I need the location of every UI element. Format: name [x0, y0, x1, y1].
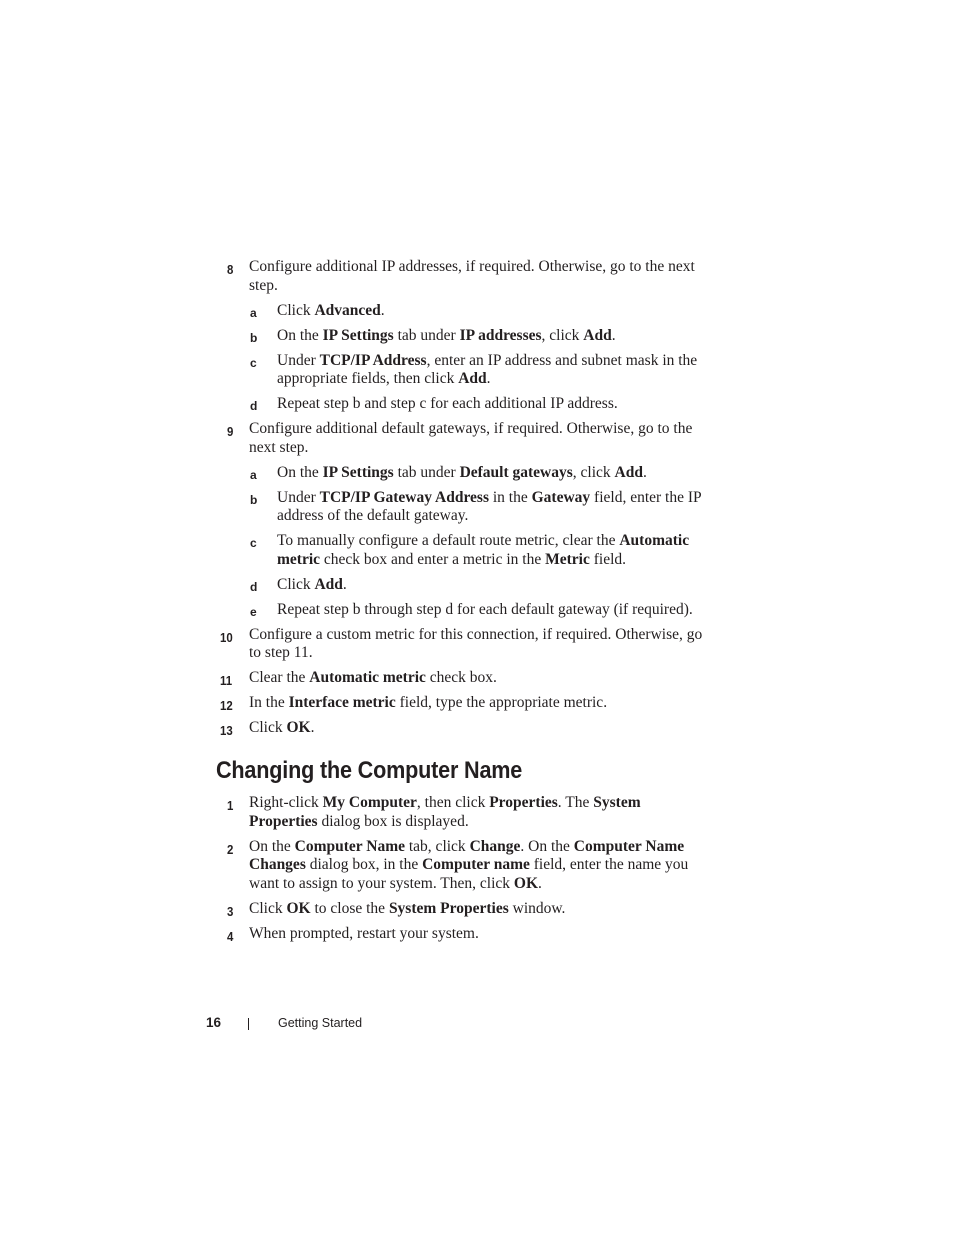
procedure-list-computer-name [0, 794, 954, 943]
ui-term: Computer Name Changes [249, 837, 685, 874]
ui-term: System Properties [388, 899, 509, 917]
substep-letter: c [250, 355, 257, 370]
ui-term: Computer Name [294, 837, 405, 855]
ui-term: Metric [545, 550, 590, 568]
step-item [0, 669, 954, 688]
ui-term: My Computer [322, 794, 417, 811]
step-text: Configure additional default gateways, if required. Otherwise, go to the next step. [249, 420, 693, 456]
substep-letter: e [250, 604, 257, 619]
substep-text: Repeat step b and step c for each additional IP address. [277, 395, 618, 413]
substep-text: Click Add. [277, 575, 347, 593]
ui-term: Properties [489, 794, 558, 811]
step-number: 10 [220, 629, 233, 645]
step-item [0, 719, 954, 738]
step-item [0, 694, 954, 713]
substep-letter: b [250, 330, 258, 345]
ui-term: Default gateways [459, 463, 573, 481]
step-number: 2 [227, 841, 234, 857]
ui-term: Add [614, 463, 643, 481]
footer-section-title: Getting Started [278, 1016, 363, 1030]
ui-term: OK [513, 874, 539, 892]
step-number: 1 [227, 798, 234, 813]
step-item [0, 794, 954, 831]
step-number: 9 [227, 424, 234, 440]
ui-term: IP Settings [322, 326, 394, 344]
substep-item [0, 302, 954, 321]
step-number: 11 [220, 673, 233, 689]
step-item [0, 838, 954, 894]
procedure-list-network [0, 258, 954, 738]
ui-term: TCP/IP Address [319, 351, 427, 369]
step-text: Configure additional IP addresses, if required. Otherwise, go to the next step. [249, 258, 695, 294]
step-number: 8 [227, 262, 234, 277]
substep-text: On the IP Settings tab under Default gateways, click Add. [277, 463, 647, 481]
step-text: Configure a custom metric for this connection, if required. Otherwise, go to step 11. [249, 625, 703, 662]
ui-term: Advanced [314, 301, 381, 319]
step-item [0, 258, 954, 295]
substep-letter: b [250, 492, 258, 507]
substep-item [0, 464, 954, 483]
step-number: 4 [227, 928, 234, 944]
step-text: Click OK. [249, 719, 315, 737]
step-text: Click OK to close the System Properties window. [249, 899, 566, 917]
substep-letter: a [250, 305, 257, 320]
ui-term: System Properties [249, 794, 641, 830]
substep-letter: c [250, 536, 257, 551]
substep-item [0, 601, 954, 620]
substep-letter: d [250, 399, 258, 414]
step-text: Clear the Automatic metric check box. [249, 669, 497, 687]
ui-term: Automatic metric [277, 532, 690, 568]
substep-item [0, 395, 954, 414]
ui-term: Interface metric [288, 694, 396, 712]
ui-term: OK [286, 899, 311, 917]
section-heading: Changing the Computer Name [216, 757, 523, 784]
page-footer [0, 1015, 954, 1035]
ui-term: OK [286, 719, 311, 737]
ui-term: IP Settings [322, 463, 394, 481]
ui-term: IP addresses [459, 326, 542, 344]
substep-text: Under TCP/IP Address, enter an IP address and subnet mask in the appropriate fields, then click Add. [277, 351, 698, 388]
substep-text: Under TCP/IP Gateway Address in the Gateway field, enter the IP address of the default gateway. [277, 488, 702, 525]
substep-text: On the IP Settings tab under IP addresses, click Add. [277, 326, 616, 344]
substep-text: To manually configure a default route metric, clear the Automatic metric check box and enter a metric in the Metric field. [277, 532, 690, 568]
step-text: On the Computer Name tab, click Change. On the Computer Name Changes dialog box, in the Computer name field, enter the name you want to assign to your system. Then, click OK. [249, 837, 689, 892]
step-item [0, 900, 954, 919]
ui-term: Change [469, 837, 521, 855]
step-number: 3 [227, 903, 234, 919]
step-item [0, 420, 954, 457]
substep-letter: d [250, 579, 258, 594]
substep-item [0, 352, 954, 389]
ui-term: Add [458, 370, 487, 388]
ui-term: Add [583, 326, 612, 344]
ui-term: TCP/IP Gateway Address [319, 488, 489, 506]
ui-term: Gateway [531, 488, 591, 506]
substep-item [0, 489, 954, 526]
ui-term: Add [314, 575, 343, 593]
substep-text: Click Advanced. [277, 301, 385, 319]
substep-text: Repeat step b through step d for each default gateway (if required). [277, 600, 693, 618]
page-number: 16 [206, 1015, 222, 1030]
substep-item [0, 576, 954, 595]
substep-item [0, 327, 954, 346]
step-text: Right-click My Computer, then click Properties. The System Properties dialog box is displayed. [249, 794, 641, 830]
ui-term: Computer name [422, 856, 530, 874]
step-item [0, 925, 954, 944]
step-number: 12 [220, 698, 233, 714]
footer-separator [248, 1018, 249, 1030]
substep-item [0, 532, 954, 569]
substep-letter: a [250, 467, 257, 482]
ui-term: Automatic metric [309, 669, 426, 687]
step-number: 13 [220, 723, 233, 739]
step-text: In the Interface metric field, type the appropriate metric. [249, 694, 608, 712]
step-text: When prompted, restart your system. [249, 924, 479, 942]
step-item [0, 626, 954, 663]
